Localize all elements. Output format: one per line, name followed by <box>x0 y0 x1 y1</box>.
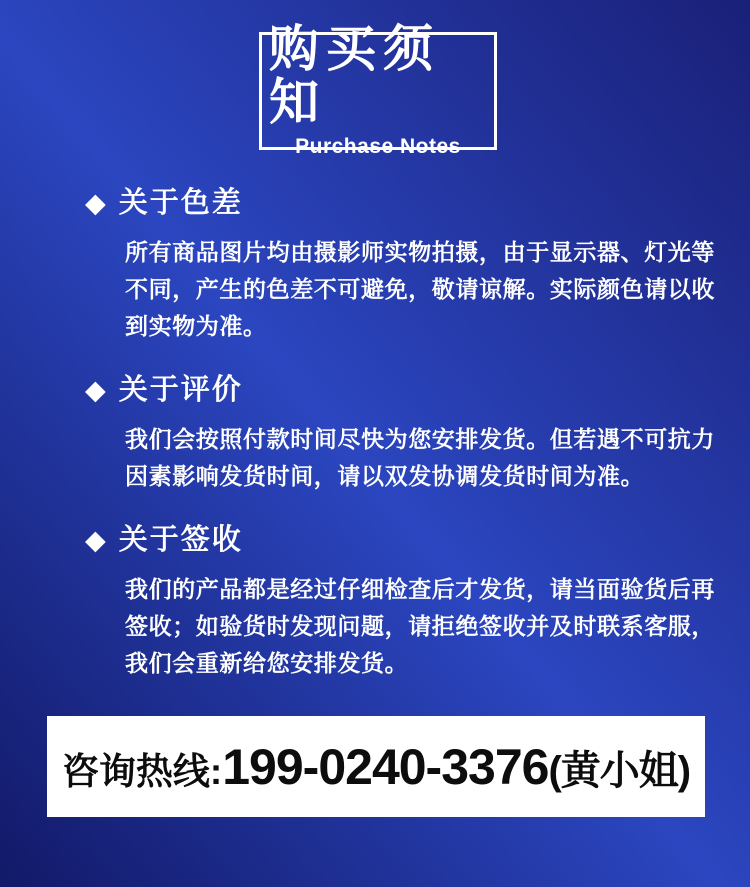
body-line: 我们会重新给您安排发货。 <box>125 650 409 676</box>
body-line: 因素影响发货时间，请以双发协调发货时间为准。 <box>125 463 645 489</box>
diamond-icon: ◆ <box>85 188 106 218</box>
section-body <box>85 571 715 682</box>
section-body <box>85 421 715 495</box>
hotline-label: 咨询热线: <box>61 750 223 792</box>
page-title: 购买须知 <box>269 21 440 130</box>
body-line: 所有商品图片均由摄影师实物拍摄，由于显示器、灯光等 <box>125 239 715 265</box>
section-heading: 关于色差 <box>118 187 243 219</box>
body-line: 到实物为准。 <box>125 313 267 339</box>
section-heading-row <box>85 523 710 557</box>
section-color-difference <box>85 186 715 345</box>
section-heading: 关于签收 <box>118 524 243 556</box>
notice-sections <box>85 186 715 710</box>
hotline-bar <box>47 716 705 817</box>
page-subtitle: Purchase Notes <box>295 135 461 158</box>
diamond-icon: ◆ <box>85 375 106 405</box>
body-line: 我们会按照付款时间尽快为您安排发货。但若遇不可抗力 <box>125 426 715 452</box>
section-heading: 关于评价 <box>118 374 243 406</box>
body-line: 签收；如验货时发现问题，请拒绝签收并及时联系客服， <box>125 613 715 639</box>
section-reviews <box>85 373 715 495</box>
section-heading-row <box>85 186 710 220</box>
section-acceptance <box>85 523 715 682</box>
section-body <box>85 234 715 345</box>
hotline-text-row <box>62 738 690 796</box>
hotline-number: 199-0240-3376 <box>222 738 549 795</box>
diamond-icon: ◆ <box>85 525 106 555</box>
title-box <box>259 21 497 158</box>
body-line: 不同，产生的色差不可避免，敬请谅解。实际颜色请以收 <box>125 276 715 302</box>
hotline-contact-name: (黄小姐) <box>548 748 691 793</box>
body-line: 我们的产品都是经过仔细检查后才发货，请当面验货后再 <box>125 576 715 602</box>
section-heading-row <box>85 373 710 407</box>
